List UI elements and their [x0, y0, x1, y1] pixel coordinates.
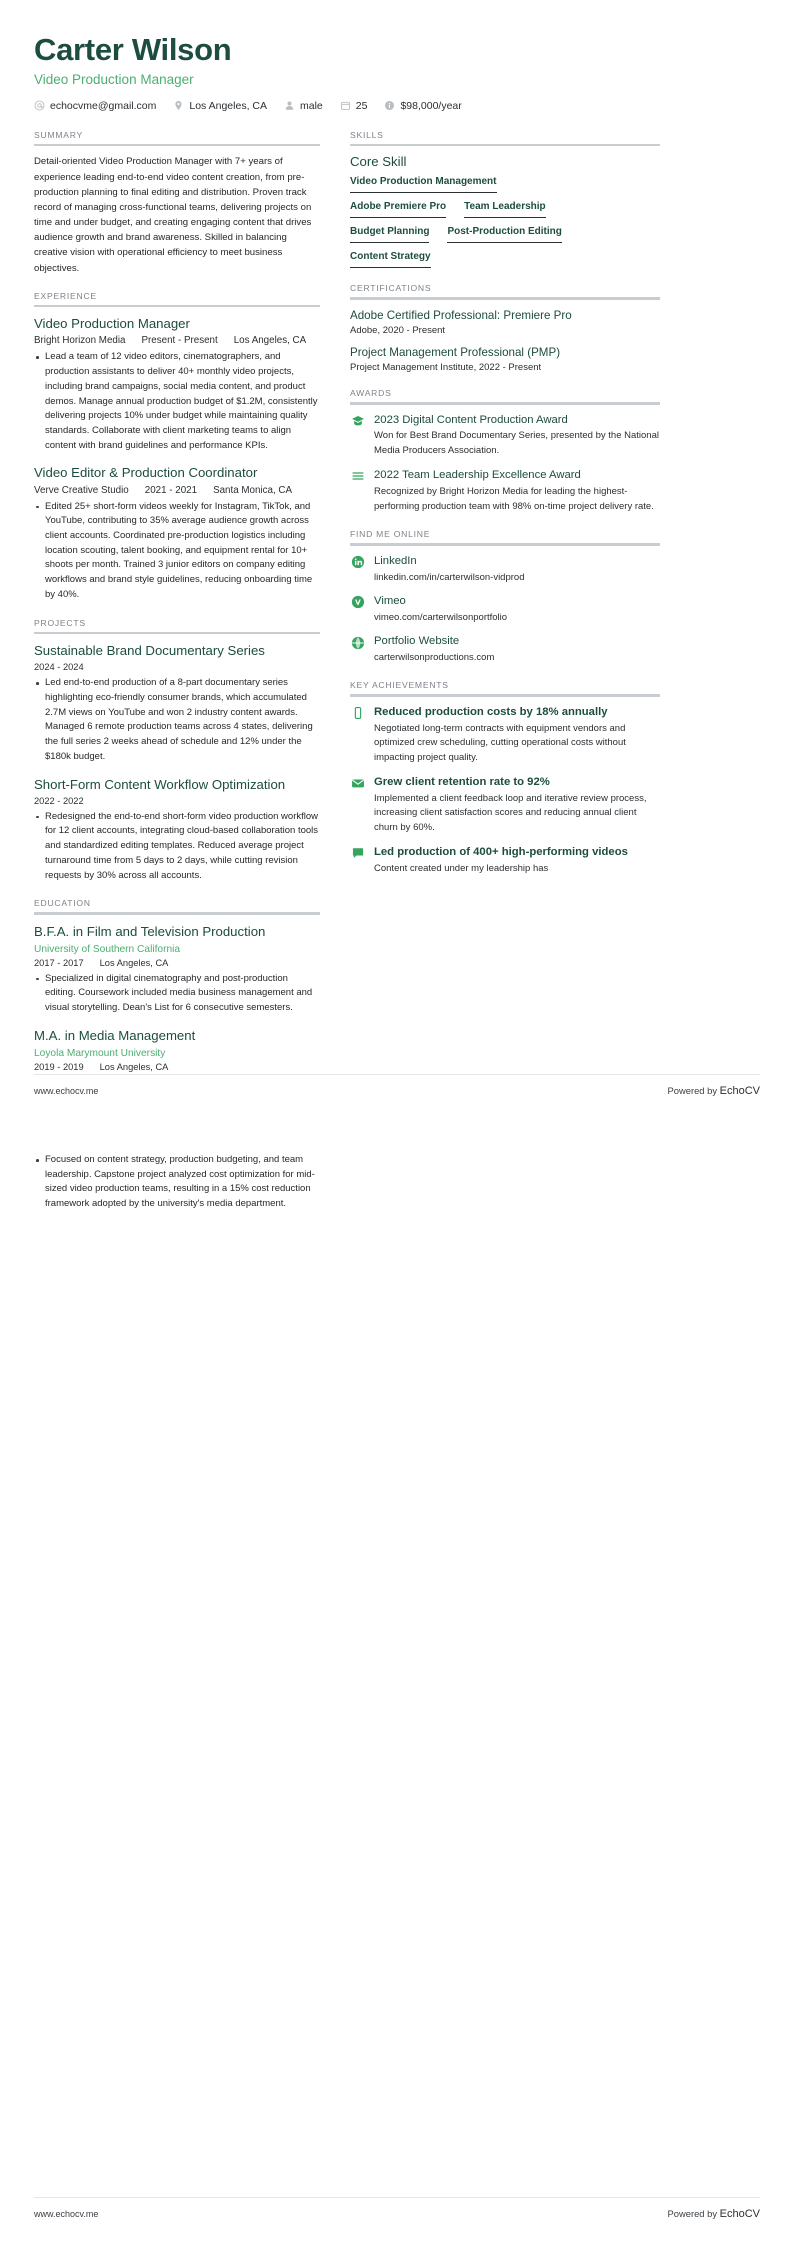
- list-lines-icon: [350, 469, 365, 484]
- core-skill-label: Core Skill: [350, 154, 407, 170]
- contact-location-value: Los Angeles, CA: [189, 99, 267, 112]
- linkedin-icon: [350, 555, 365, 570]
- online-link-entry[interactable]: [350, 634, 660, 665]
- info-circle-icon: [384, 100, 395, 111]
- award-entry: [350, 413, 660, 459]
- online-link-body: [374, 554, 660, 585]
- skill-row: [350, 251, 660, 268]
- certification-meta: Project Management Institute, 2022 - Present: [350, 362, 542, 374]
- project-entry: [34, 642, 320, 764]
- globe-icon: [350, 635, 365, 650]
- section-divider: [350, 694, 660, 697]
- education-bullets: [34, 972, 320, 1016]
- achievement-body: [374, 845, 660, 877]
- achievement-description: Negotiated long-term contracts with equipment vendors and optimized crew scheduling, cutting operational costs without impacting project quality.: [374, 722, 626, 764]
- award-body: [374, 413, 660, 459]
- online-link-title[interactable]: LinkedIn: [374, 554, 417, 567]
- education-degree: B.F.A. in Film and Television Production: [34, 923, 266, 939]
- award-description: Won for Best Brand Documentary Series, presented by the National Media Producers Association.: [374, 430, 659, 457]
- project-dates: 2024 - 2024: [34, 662, 84, 673]
- online-link-url[interactable]: linkedin.com/in/carterwilson-vidprod: [374, 571, 525, 583]
- section-skills: [350, 130, 660, 269]
- project-entry: [34, 776, 320, 884]
- chat-bubble-icon: [350, 846, 365, 861]
- calendar-icon: [340, 100, 351, 111]
- envelope-icon: [350, 776, 365, 791]
- online-link-title[interactable]: Vimeo: [374, 594, 406, 607]
- section-certifications: [350, 283, 660, 373]
- contact-age: [340, 100, 368, 112]
- footer-brand-name: EchoCV: [719, 2208, 760, 2220]
- section-projects: [34, 618, 320, 884]
- certification-name: Project Management Professional (PMP): [350, 346, 561, 360]
- awards-heading: AWARDS: [350, 388, 392, 399]
- education-continued-bullets: [34, 1153, 320, 1212]
- online-link-body: [374, 594, 660, 625]
- contact-location: [173, 100, 267, 112]
- education-location: Los Angeles, CA: [99, 957, 169, 968]
- section-divider: [34, 305, 320, 308]
- skill-row: [350, 226, 660, 243]
- contact-gender-value: male: [300, 99, 323, 112]
- contact-age-value: 25: [355, 99, 368, 112]
- contact-gender: [284, 100, 323, 112]
- experience-job-title: Video Editor & Production Coordinator: [34, 465, 258, 481]
- resume-header: [34, 30, 760, 112]
- education-meta: [34, 1062, 320, 1072]
- section-awards: [350, 388, 660, 514]
- footer-brand: [668, 2208, 760, 2220]
- contact-list: [34, 100, 760, 112]
- achievement-title: Reduced production costs by 18% annually: [374, 705, 608, 718]
- skill-row: [350, 201, 660, 218]
- list-item: Led end-to-end production of a 8-part documentary series highlighting eco-friendly consumer brands, which accumulated 2.7M views on YouTube and won 2 industry content awards. Managed 6 remote production teams across 4 states, delivering the full series 2 weeks ahead of schedule and 12% under the $180k budget.: [34, 676, 320, 764]
- skill-tag: Team Leadership: [464, 201, 546, 218]
- award-title: 2022 Team Leadership Excellence Award: [374, 468, 581, 481]
- experience-heading: EXPERIENCE: [34, 290, 97, 301]
- vimeo-icon: [350, 595, 365, 610]
- award-entry: [350, 468, 660, 514]
- list-item: Lead a team of 12 video editors, cinematographers, and production assistants to deliver 40+ monthly video projects, including brand campaigns, social media content, and product demos. Manage annual production budget of $1.2M, consistently delivering projects 10% under budget while maintaining quality standards. Collaborate with client marketing teams to align content with brand guidelines and performance KPIs.: [34, 350, 320, 453]
- page-footer: [34, 1085, 760, 1097]
- page-title: Carter Wilson: [34, 32, 232, 67]
- section-divider: [350, 144, 660, 147]
- section-summary: [34, 130, 320, 276]
- skill-list: [350, 176, 660, 268]
- education-meta: [34, 958, 320, 968]
- contact-salary: [384, 100, 461, 112]
- section-divider: [34, 912, 320, 915]
- skill-tag: Budget Planning: [350, 226, 429, 243]
- experience-entry: [34, 464, 320, 602]
- section-divider: [350, 543, 660, 546]
- experience-location: Los Angeles, CA: [233, 335, 307, 347]
- skill-tag: Adobe Premiere Pro: [350, 201, 446, 218]
- project-dates: 2022 - 2022: [34, 795, 84, 806]
- education-entry: [34, 923, 320, 1016]
- email-icon: [34, 100, 45, 111]
- achievement-description: Content created under my leadership has: [374, 862, 549, 874]
- achievement-entry: [350, 845, 660, 877]
- contact-email-value: echocvme@gmail.com: [50, 99, 157, 112]
- online-link-body: [374, 634, 660, 665]
- section-education: [34, 898, 320, 1072]
- section-divider: [34, 144, 320, 147]
- award-body: [374, 468, 660, 514]
- experience-meta: [34, 485, 320, 496]
- education-dates: 2019 - 2019: [34, 1061, 84, 1072]
- experience-location: Santa Monica, CA: [213, 484, 293, 496]
- footer-divider: [34, 1074, 760, 1075]
- person-icon: [284, 100, 295, 111]
- experience-meta: [34, 335, 320, 346]
- projects-heading: PROJECTS: [34, 617, 86, 628]
- footer-brand-name: EchoCV: [719, 1085, 760, 1097]
- experience-company: Verve Creative Studio: [34, 484, 129, 496]
- footer-brand: [668, 1085, 760, 1097]
- education-heading: EDUCATION: [34, 898, 91, 909]
- summary-heading: SUMMARY: [34, 129, 84, 140]
- certification-name: Adobe Certified Professional: Premiere Pro: [350, 308, 572, 322]
- find-me-online-heading: FIND ME ONLINE: [350, 529, 431, 540]
- list-item: Focused on content strategy, production budgeting, and team leadership. Capstone project analyzed cost optimization for mid-sized video production teams, resulting in a 15% cost reduction framework adopted by the university's media department.: [34, 1153, 320, 1212]
- section-find-me-online: [350, 529, 660, 665]
- education-school: University of Southern California: [34, 943, 181, 955]
- online-link-url[interactable]: vimeo.com/carterwilsonportfolio: [374, 611, 508, 623]
- education-continued: [34, 1153, 320, 1212]
- contact-salary-value: $98,000/year: [400, 99, 462, 112]
- education-degree: M.A. in Media Management: [34, 1027, 196, 1043]
- footer-divider: [34, 2197, 760, 2198]
- phone-icon: [350, 706, 365, 721]
- skills-heading: SKILLS: [350, 129, 384, 140]
- education-school: Loyola Marymount University: [34, 1048, 166, 1060]
- online-link-url[interactable]: carterwilsonproductions.com: [374, 651, 495, 663]
- education-entry: [34, 1027, 320, 1072]
- project-title: Sustainable Brand Documentary Series: [34, 643, 265, 659]
- online-link-title[interactable]: Portfolio Website: [374, 635, 460, 648]
- section-divider: [350, 402, 660, 405]
- footer-site[interactable]: www.echocv.me: [34, 2209, 99, 2219]
- skill-row: [350, 176, 660, 193]
- page-footer: [34, 2208, 760, 2220]
- experience-dates: 2021 - 2021: [144, 484, 198, 496]
- achievement-description: Implemented a client feedback loop and iterative review process, increasing client satisfaction scores and reducing annual client churn by 60%.: [374, 792, 647, 834]
- section-divider: [350, 297, 660, 300]
- skill-tag: Post-Production Editing: [447, 226, 561, 243]
- graduation-cap-icon: [350, 414, 365, 429]
- project-bullets: [34, 676, 320, 764]
- skill-tag: Content Strategy: [350, 251, 431, 268]
- list-item: Redesigned the end-to-end short-form video production workflow for 12 client accounts, integrating cloud-based collaboration tools and standardized editing templates. Reduced average project turnaround time from 5 days to 2 days, while cutting revision requests by 30% across all accounts.: [34, 810, 320, 884]
- list-item: Edited 25+ short-form videos weekly for Instagram, TikTok, and YouTube, contributing to 35% average audience growth across client accounts. Coordinated pre-production logistics including location scouting, talent booking, and equipment rental for 10+ shoots per month. Trained 3 junior editors on company editing workflows and brand style guidelines, reducing onboarding time by 40%.: [34, 500, 320, 603]
- experience-dates: Present - Present: [141, 335, 218, 347]
- contact-email: [34, 100, 156, 112]
- header-role: Video Production Manager: [34, 71, 194, 87]
- section-key-achievements: [350, 680, 660, 876]
- body-columns: [34, 130, 760, 1087]
- footer-powered-text: Powered by: [667, 2208, 720, 2219]
- list-item: Specialized in digital cinematography and post-production editing. Coursework included media business management and visual storytelling. Dean's List for 6 consecutive semesters.: [34, 972, 320, 1016]
- key-achievements-heading: KEY ACHIEVEMENTS: [350, 680, 449, 691]
- certification-meta: Adobe, 2020 - Present: [350, 325, 446, 337]
- achievement-title: Grew client retention rate to 92%: [374, 775, 550, 788]
- award-title: 2023 Digital Content Production Award: [374, 413, 568, 426]
- certifications-heading: CERTIFICATIONS: [350, 283, 432, 294]
- experience-job-title: Video Production Manager: [34, 316, 190, 332]
- main-column: [34, 130, 320, 1087]
- certification-entry: [350, 345, 660, 373]
- education-location: Los Angeles, CA: [99, 1061, 169, 1072]
- experience-bullets: [34, 350, 320, 453]
- footer-powered-text: Powered by: [667, 1085, 720, 1096]
- award-description: Recognized by Bright Horizon Media for leading the highest-performing production team with 98% on-time project delivery rate.: [374, 485, 654, 512]
- certification-entry: [350, 308, 660, 336]
- summary-text: Detail-oriented Video Production Manager with 7+ years of experience leading end-to-end video content creation, from pre-production planning to final editing and distribution. Proven track record of managing cross-functional teams, delivering projects on time and under budget, and creating engaging content that drives audience growth and brand awareness. Skilled in balancing creative vision with operational efficiency to meet business objectives.: [34, 156, 312, 274]
- experience-bullets: [34, 500, 320, 603]
- footer-site[interactable]: www.echocv.me: [34, 1086, 99, 1096]
- achievement-title: Led production of 400+ high-performing videos: [374, 845, 628, 858]
- project-meta: [34, 796, 320, 806]
- section-divider: [34, 632, 320, 635]
- achievement-body: [374, 705, 660, 766]
- achievement-entry: [350, 775, 660, 836]
- project-bullets: [34, 810, 320, 884]
- experience-company: Bright Horizon Media: [34, 335, 126, 347]
- achievement-body: [374, 775, 660, 836]
- experience-entry: [34, 315, 320, 453]
- page-2-sheet: [0, 1123, 794, 2246]
- section-experience: [34, 291, 320, 603]
- location-pin-icon: [173, 100, 184, 111]
- achievement-entry: [350, 705, 660, 766]
- online-link-entry[interactable]: [350, 554, 660, 585]
- education-dates: 2017 - 2017: [34, 957, 84, 968]
- side-column: [350, 130, 660, 892]
- online-link-entry[interactable]: [350, 594, 660, 625]
- project-meta: [34, 662, 320, 672]
- project-title: Short-Form Content Workflow Optimization: [34, 776, 286, 792]
- skill-tag: Video Production Management: [350, 176, 497, 193]
